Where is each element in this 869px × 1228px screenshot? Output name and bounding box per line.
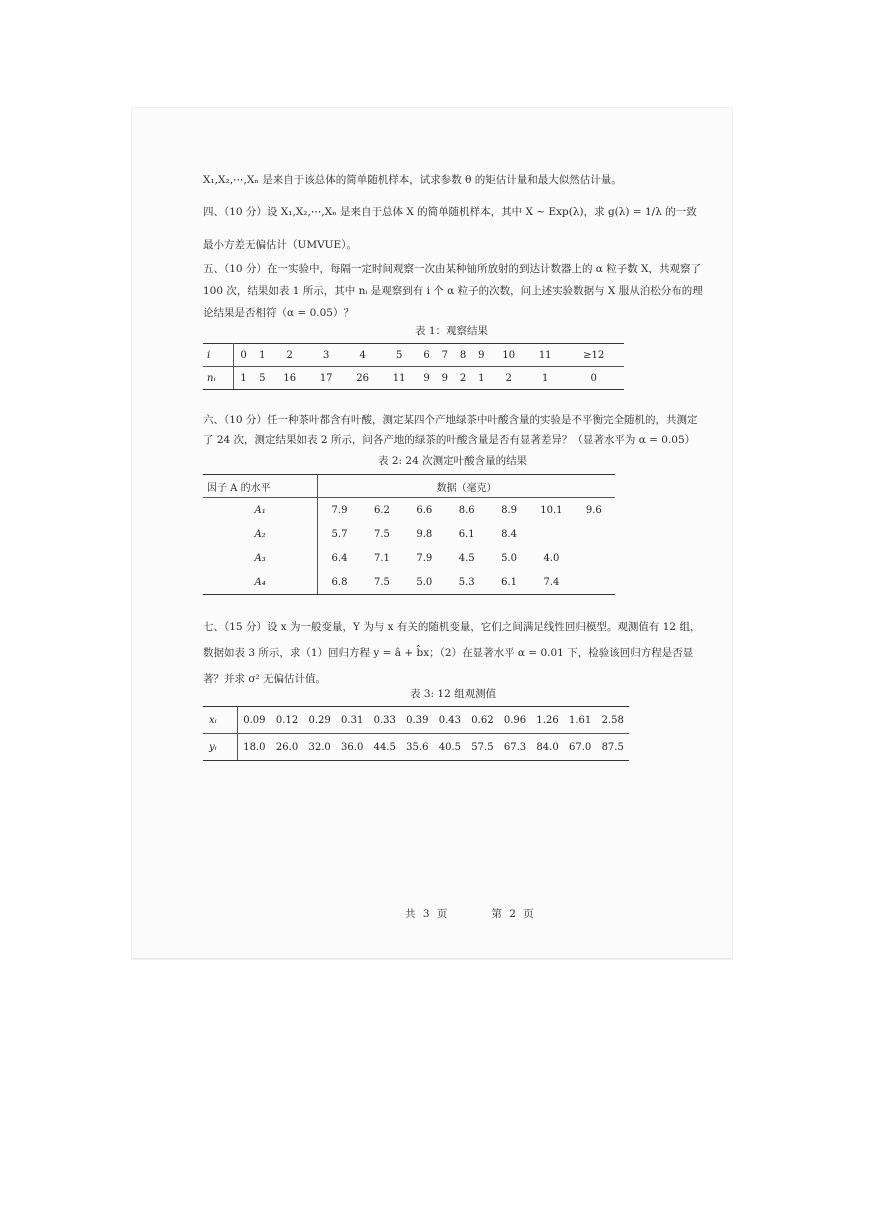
table-3-cell: 0.39	[401, 707, 434, 734]
table-1-cell: ≥12	[563, 344, 624, 367]
table-3-cell: 0.33	[368, 707, 401, 734]
table-1-cell: 9	[472, 344, 490, 367]
table-3-cell: 32.0	[303, 734, 336, 761]
table-2-cell: 7.9	[331, 504, 348, 516]
table-2-cell: 6.1	[488, 570, 530, 595]
table-3-cell: 0.31	[336, 707, 369, 734]
table-2-data-header: 数据（毫克）	[318, 475, 615, 498]
table-2-factor-header: 因子 A 的水平	[203, 475, 318, 498]
table-1-cell: 17	[308, 367, 344, 390]
table-3-cell: 18.0	[238, 734, 271, 761]
table-1-cell: 1	[527, 367, 563, 390]
table-3-cell: 2.58	[596, 707, 629, 734]
table-1-cell: 8	[454, 344, 472, 367]
table-1-cell: 26	[344, 367, 380, 390]
table-2-cell: 6.1	[458, 528, 475, 540]
table-2-cell: 6.8	[318, 570, 361, 595]
intro-paragraph: X₁,X₂,⋯,Xₙ 是来自于该总体的简单随机样本，试求参数 θ 的矩估计量和最大似然估计量。	[203, 174, 622, 186]
table-3-caption: 表 3: 12 组观测值	[410, 688, 497, 700]
table-2-cell: 5.0	[403, 570, 445, 595]
table-2-cell: 5.3	[445, 570, 487, 595]
table-3-cell: 26.0	[271, 734, 304, 761]
table-3-cell: 40.5	[434, 734, 467, 761]
table-2-cell: 6.4	[331, 552, 348, 564]
table-2-cell: 9.8	[416, 528, 433, 540]
table-1-cell: 11	[527, 344, 563, 367]
table-2-cell	[573, 522, 615, 546]
table-1-cell: 6	[417, 344, 435, 367]
question-7-text: 七、（15 分）设 x 为一般变量，Y 为与 x 有关的随机变量，它们之间满足线性回归模型。观测值有 12 组，数据如表 3 所示，求（1）回归方程 y = â + b̂x；（2）在显著水平 α = 0.01 下，检验该回归方程是否显著？并求 σ² 无偏估计值。	[203, 621, 701, 685]
table-3-cell: 0.12	[271, 707, 304, 734]
table-2-cell: 9.6	[585, 504, 602, 516]
table-2-cell	[573, 546, 615, 570]
table-1-cell: 1	[234, 367, 254, 390]
table-1-cell: 0	[234, 344, 254, 367]
table-1-cell: 2	[271, 344, 307, 367]
table-1-cell: 16	[271, 367, 307, 390]
table-2-caption: 表 2: 24 次测定叶酸含量的结果	[378, 455, 528, 467]
question-4-line-2: 最小方差无偏估计（UMVUE）。	[203, 239, 357, 251]
table-3-cell: 0.43	[434, 707, 467, 734]
table-2-cell: 4.5	[458, 552, 475, 564]
table-1-cell: 1	[253, 344, 271, 367]
table-3-cell: 0.29	[303, 707, 336, 734]
table-1-cell: 5	[381, 344, 417, 367]
question-6-text: 六、（10 分）任一种茶叶都含有叶酸，测定某四个产地绿茶中叶酸含量的实验是不平衡完全随机的，共测定了 24 次，测定结果如表 2 所示，问各产地的绿茶的叶酸含量是否有显著差异？（显著水平为 α = 0.05）	[203, 414, 698, 446]
table-1-cell: 2	[454, 367, 472, 390]
table-1-cell: 2	[490, 367, 526, 390]
table-3-cell: 67.3	[499, 734, 532, 761]
table-2-cell: 7.5	[361, 570, 403, 595]
table-1-cell: 5	[253, 367, 271, 390]
table-3-cell: 44.5	[368, 734, 401, 761]
table-1-cell: 9	[436, 367, 454, 390]
table-2-cell: 8.9	[501, 504, 517, 516]
table-2-cell	[530, 522, 572, 546]
page-footer	[405, 906, 534, 921]
footer-total-pages: 共 3 页	[405, 908, 448, 920]
table-3-cell: 0.62	[466, 707, 499, 734]
table-2-cell: 6.2	[373, 504, 390, 516]
table-3-cell: 1.26	[531, 707, 564, 734]
table-2-cell	[573, 570, 615, 595]
table-2-cell: 8.4	[501, 528, 517, 540]
table-3	[203, 706, 629, 761]
table-2-cell: 10.1	[540, 504, 563, 516]
table-3-cell: 87.5	[596, 734, 629, 761]
table-2-level: A₂	[203, 522, 318, 546]
table-2-cell: 6.6	[416, 504, 433, 516]
table-3-cell: 57.5	[466, 734, 499, 761]
question-5-text: 五、（10 分）在一实验中，每隔一定时间观察一次由某种铀所放射的到达计数器上的 α 粒子数 X，共观察了 100 次，结果如表 1 所示，其中 nᵢ 是观察到有 i 个 α 粒子的次数，问上述实验数据与 X 服从泊松分布的理论结果是否相符（α = 0.05）？	[203, 263, 703, 319]
table-3-cell: 67.0	[564, 734, 597, 761]
table-2-cell: 5.7	[331, 528, 348, 540]
table-3-row-label: yᵢ	[203, 734, 238, 761]
table-3-cell: 0.96	[499, 707, 532, 734]
table-2-cell: 4.0	[543, 552, 560, 564]
table-3-cell: 1.61	[564, 707, 597, 734]
table-2-cell: 5.0	[501, 552, 517, 564]
table-2-level: A₁	[203, 498, 318, 523]
table-2-cell: 7.5	[373, 528, 390, 540]
table-1-cell: 4	[344, 344, 380, 367]
table-1-row-label: i	[203, 344, 234, 367]
table-1-cell: 10	[490, 344, 526, 367]
table-1-cell: 0	[563, 367, 624, 390]
table-1-row-label: nᵢ	[203, 367, 234, 390]
table-2-cell: 7.1	[373, 552, 390, 564]
table-2-level: A₄	[203, 570, 318, 595]
table-1-cell: 11	[381, 367, 417, 390]
table-1-cell: 1	[472, 367, 490, 390]
question-4-line-1: 四、（10 分）设 X₁,X₂,⋯,Xₙ 是来自于总体 X 的简单随机样本，其中 X ~ Exp(λ)，求 g(λ) = 1/λ 的一致	[203, 206, 697, 218]
table-2-level: A₃	[203, 546, 318, 570]
footer-current-page: 第 2 页	[491, 908, 534, 920]
table-2-cell: 7.4	[530, 570, 572, 595]
table-3-cell: 35.6	[401, 734, 434, 761]
table-2	[203, 474, 615, 595]
table-1	[203, 343, 624, 390]
table-1-cell: 7	[436, 344, 454, 367]
table-2-cell: 8.6	[458, 504, 475, 516]
table-1-cell: 9	[417, 367, 435, 390]
table-2-cell: 7.9	[416, 552, 433, 564]
table-1-caption: 表 1：观察结果	[415, 325, 489, 337]
table-3-row-label: xᵢ	[203, 707, 238, 734]
table-3-cell: 84.0	[531, 734, 564, 761]
table-3-cell: 36.0	[336, 734, 369, 761]
table-1-cell: 3	[308, 344, 344, 367]
table-3-cell: 0.09	[238, 707, 271, 734]
